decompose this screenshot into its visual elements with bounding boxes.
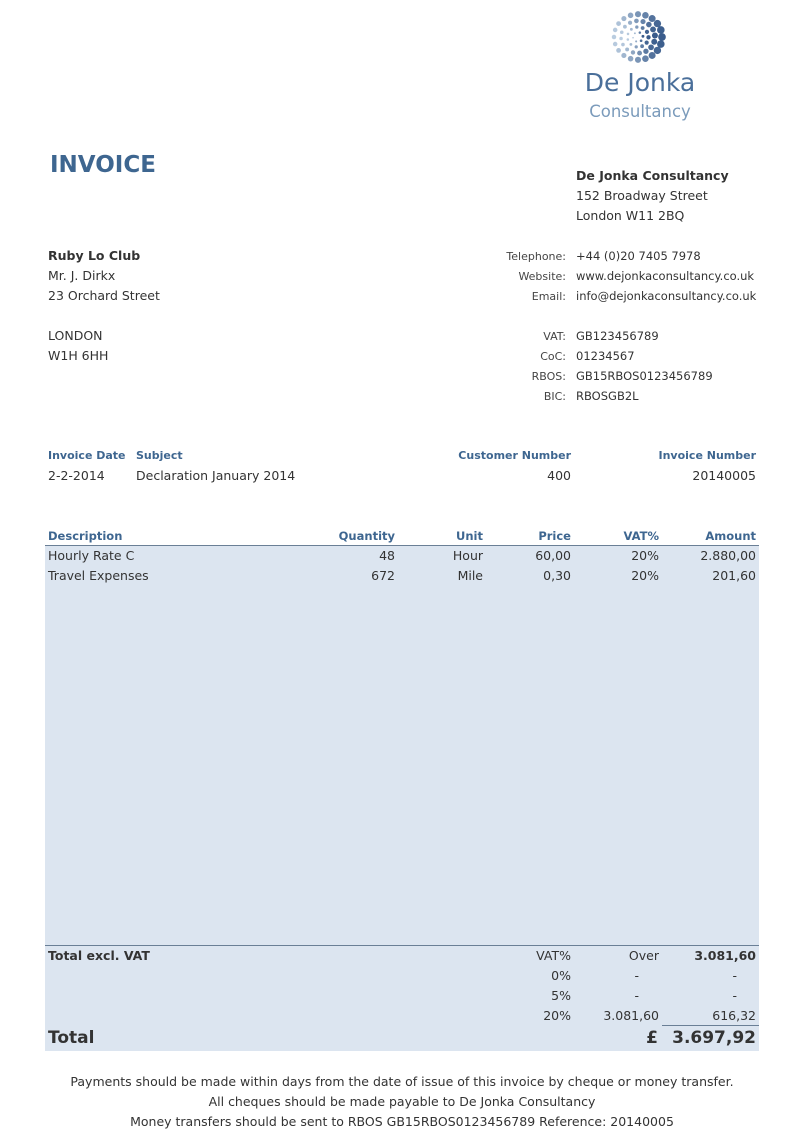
item-amount: 2.880,00	[700, 548, 756, 563]
company-name: De Jonka Consultancy	[576, 168, 729, 183]
logo-dot	[649, 15, 656, 22]
item-amount: 201,60	[712, 568, 756, 583]
totals-vat-col-label: VAT%	[536, 948, 571, 963]
rbos-label: RBOS:	[531, 370, 566, 383]
vat-label: VAT:	[543, 330, 566, 343]
logo-title: De Jonka	[584, 68, 696, 97]
totals-over-label: Over	[628, 948, 659, 963]
col-amount-header: Amount	[705, 529, 756, 543]
customer-street: 23 Orchard Street	[48, 288, 160, 303]
col-price-header: Price	[538, 529, 571, 543]
footer-line-2: All cheques should be made payable to De Jonka Consultancy	[208, 1094, 596, 1109]
bic-label: BIC:	[543, 390, 566, 403]
logo-dot	[649, 52, 656, 59]
website-value[interactable]: www.dejonkaconsultancy.co.uk	[576, 269, 755, 283]
logo-dot	[621, 53, 626, 58]
logo-dot	[627, 38, 630, 41]
item-unit: Mile	[457, 568, 483, 583]
logo-dot	[628, 13, 634, 19]
logo-dot	[628, 21, 632, 25]
logo-dot	[628, 56, 634, 62]
customer-city: LONDON	[48, 328, 103, 343]
logo-dot	[645, 30, 649, 34]
logo-dot	[619, 37, 623, 41]
customer-contact: Mr. J. Dirkx	[48, 268, 116, 283]
rbos-value: GB15RBOS0123456789	[576, 369, 713, 383]
company-logo-icon	[606, 10, 670, 66]
items-header-divider	[45, 545, 759, 546]
logo-dot	[620, 30, 624, 34]
logo-dot	[623, 25, 627, 29]
logo-dot	[613, 28, 618, 33]
item-quantity: 672	[371, 568, 395, 583]
logo-dot	[630, 28, 633, 31]
vat-amount: -	[732, 988, 737, 1003]
logo-dot	[646, 22, 652, 28]
company-street: 152 Broadway Street	[576, 188, 708, 203]
logo-dot	[654, 20, 661, 27]
logo-dot	[658, 33, 666, 41]
col-unit-header: Unit	[456, 529, 483, 543]
vat-amount: 616,32	[712, 1008, 756, 1023]
vat-rate: 0%	[551, 968, 571, 983]
logo-dot	[621, 16, 626, 21]
coc-value: 01234567	[576, 349, 635, 363]
vat-over: -	[634, 988, 639, 1003]
logo-dot	[642, 35, 645, 38]
invoice-number-label: Invoice Number	[658, 449, 756, 462]
email-value[interactable]: info@dejonkaconsultancy.co.uk	[576, 289, 757, 303]
email-label: Email:	[531, 290, 566, 303]
logo-dot	[635, 25, 638, 28]
logo-dot	[634, 19, 639, 24]
vat-value: GB123456789	[576, 329, 659, 343]
coc-label: CoC:	[540, 350, 566, 363]
total-amount: 3.697,92	[672, 1028, 756, 1048]
item-unit: Hour	[452, 548, 483, 563]
vat-rate: 5%	[551, 988, 571, 1003]
subject-value: Declaration January 2014	[136, 468, 296, 483]
footer-line-1: Payments should be made within days from the date of issue of this invoice by cheque or money transfer.	[70, 1074, 734, 1089]
invoice-number: 20140005	[692, 468, 756, 483]
telephone-value: +44 (0)20 7405 7978	[576, 249, 701, 263]
subject-label: Subject	[136, 449, 183, 462]
logo-dot	[642, 55, 649, 62]
total-label: Total	[48, 1028, 95, 1048]
logo-dot	[621, 43, 625, 47]
logo-dot	[635, 57, 641, 63]
items-table-background	[45, 546, 759, 946]
logo-dot	[627, 33, 630, 36]
logo-dot	[616, 48, 621, 53]
invoice-title: INVOICE	[50, 152, 156, 178]
logo-dot	[648, 44, 654, 50]
vat-over: -	[634, 968, 639, 983]
logo-dot	[635, 40, 637, 42]
logo-dot	[613, 42, 618, 47]
logo-dot	[635, 45, 638, 48]
vat-rate: 20%	[543, 1008, 571, 1023]
logo-dot	[657, 40, 665, 48]
total-excl-vat-label: Total excl. VAT	[48, 948, 150, 963]
item-vat: 20%	[631, 548, 659, 563]
customer-number-label: Customer Number	[458, 449, 571, 462]
logo-dot	[637, 51, 642, 56]
invoice-date: 2-2-2014	[48, 468, 105, 483]
item-vat: 20%	[631, 568, 659, 583]
total-excl-vat-amount: 3.081,60	[694, 948, 756, 963]
logo-dot	[635, 11, 641, 17]
bic-value: RBOSGB2L	[576, 389, 639, 403]
customer-number: 400	[547, 468, 571, 483]
footer-line-3: Money transfers should be sent to RBOS GB15RBOS0123456789 Reference: 20140005	[130, 1114, 674, 1129]
logo-dot	[654, 47, 661, 54]
vat-over: 3.081,60	[603, 1008, 659, 1023]
logo-dot	[639, 31, 642, 34]
totals-divider	[45, 945, 759, 946]
col-vat-header: VAT%	[623, 529, 659, 543]
logo-dot	[651, 39, 657, 45]
currency-symbol: £	[646, 1028, 658, 1048]
logo-dot	[640, 44, 644, 48]
logo-dot	[629, 43, 632, 46]
vat-sum-divider	[662, 1025, 759, 1026]
website-label: Website:	[518, 270, 566, 283]
item-description: Hourly Rate C	[48, 548, 135, 563]
logo-dot	[646, 35, 650, 39]
logo-subtitle: Consultancy	[589, 102, 691, 121]
vat-amount: -	[732, 968, 737, 983]
logo-dot	[641, 26, 645, 30]
payment-terms	[0, 1072, 804, 1132]
item-price: 0,30	[543, 568, 571, 583]
logo-dot	[642, 12, 649, 19]
logo-dot	[634, 32, 636, 34]
logo-dot	[652, 33, 658, 39]
invoice-date-label: Invoice Date	[48, 449, 126, 462]
telephone-label: Telephone:	[506, 250, 566, 263]
company-city: London W11 2BQ	[576, 208, 685, 223]
logo-dot	[612, 35, 616, 39]
customer-name: Ruby Lo Club	[48, 248, 141, 263]
logo-dot	[632, 37, 634, 39]
logo-dot	[640, 39, 643, 42]
logo-dot	[657, 26, 665, 34]
logo-dot	[643, 49, 648, 54]
logo-dot	[625, 47, 629, 51]
customer-postcode: W1H 6HH	[48, 348, 109, 363]
logo-dot	[616, 21, 621, 26]
logo-dot	[650, 27, 656, 33]
item-price: 60,00	[535, 548, 571, 563]
col-quantity-header: Quantity	[338, 529, 395, 543]
col-description-header: Description	[48, 529, 123, 543]
item-description: Travel Expenses	[48, 568, 149, 583]
logo-dot	[640, 19, 645, 24]
logo-dot	[645, 41, 649, 45]
item-quantity: 48	[379, 548, 395, 563]
logo-dot	[631, 50, 635, 54]
